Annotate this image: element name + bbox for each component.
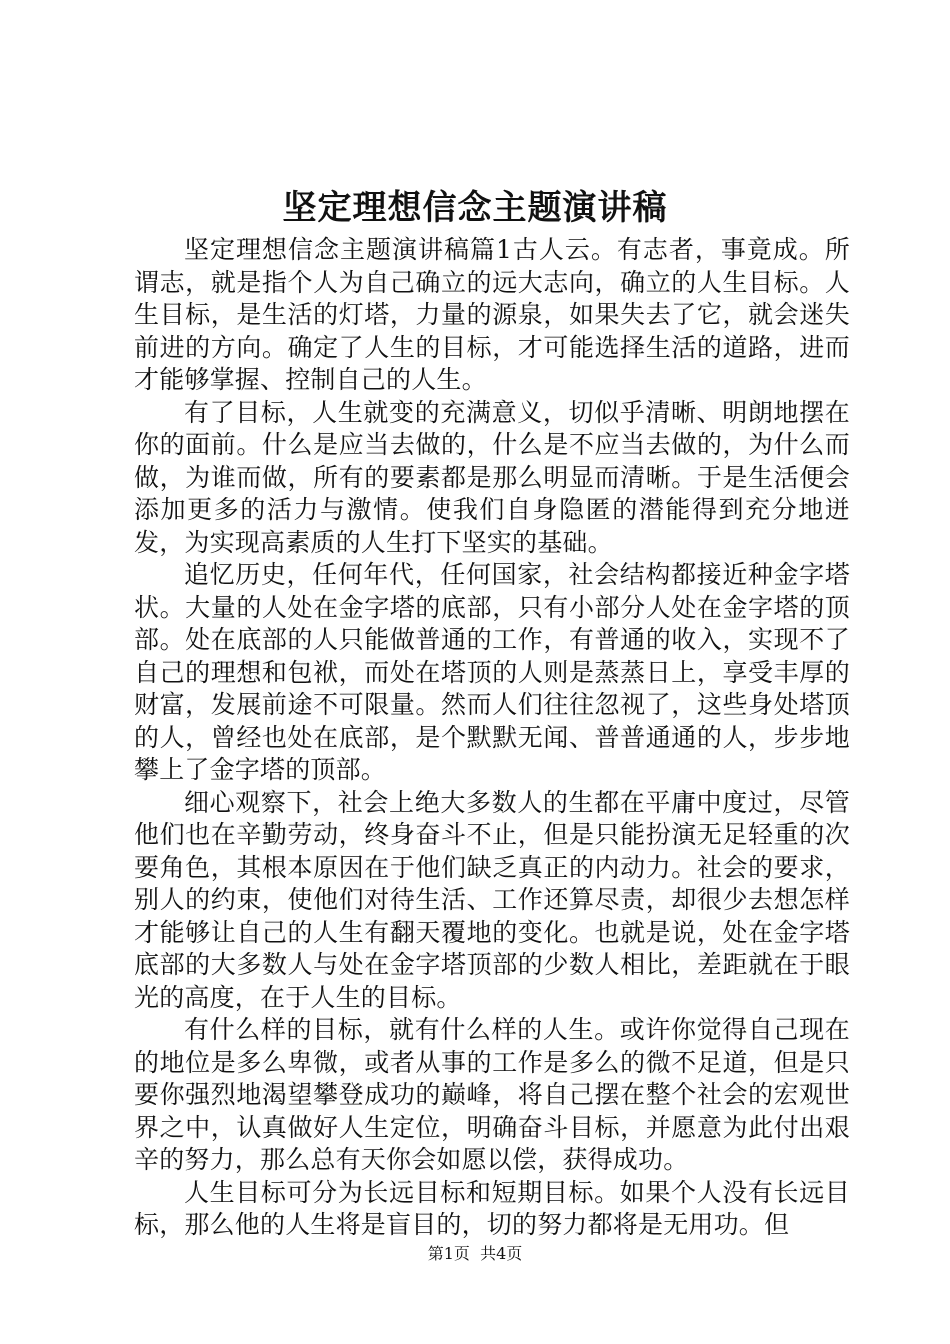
paragraph: 坚定理想信念主题演讲稿篇1古人云。有志者，事竟成。所谓志，就是指个人为自己确立的远大志向，确立的人生目标。人生目标，是生活的灯塔，力量的源泉，如果失去了它，就会迷失前进的方向。确定了人生的目标，才可能选择生活的道路，进而才能够掌握、控制自己的人生。 bbox=[134, 235, 850, 394]
page-footer bbox=[0, 1244, 950, 1264]
page-total: 共4页 bbox=[480, 1244, 523, 1263]
document-title: 坚定理想信念主题演讲稿 bbox=[282, 188, 668, 228]
page-number: 第1页 bbox=[427, 1244, 470, 1263]
paragraph: 有了目标，人生就变的充满意义，切似乎清晰、明朗地摆在你的面前。什么是应当去做的，什么是不应当去做的，为什么而做，为谁而做，所有的要素都是那么明显而清晰。于是生活便会添加更多的活力与激情。使我们自身隐匿的潜能得到充分地迸发，为实现高素质的人生打下坚实的基础。 bbox=[134, 397, 850, 557]
paragraph: 有什么样的目标，就有什么样的人生。或许你觉得自己现在的地位是多么卑微，或者从事的工作是多么的微不足道，但是只要你强烈地渴望攀登成功的巅峰，将自己摆在整个社会的宏观世界之中，认真做好人生定位，明确奋斗目标，并愿意为此付出艰辛的努力，那么总有天你会如愿以偿，获得成功。 bbox=[134, 1015, 850, 1174]
paragraph: 人生目标可分为长远目标和短期目标。如果个人没有长远目标，那么他的人生将是盲目的，切的努力都将是无用功。但 bbox=[134, 1177, 850, 1239]
document-body bbox=[134, 234, 850, 1242]
paragraph: 追忆历史，任何年代，任何国家，社会结构都接近种金字塔状。大量的人处在金字塔的底部，只有小部分人处在金字塔的顶部。处在底部的人只能做普通的工作，有普通的收入，实现不了自己的理想和包袱，而处在塔顶的人则是蒸蒸日上，享受丰厚的财富，发展前途不可限量。然而人们往往忽视了，这些身处塔顶的人，曾经也处在底部，是个默默无闻、普普通通的人，步步地攀上了金字塔的顶部。 bbox=[134, 560, 850, 784]
footer-gap bbox=[470, 1244, 480, 1263]
paragraph: 细心观察下，社会上绝大多数人的生都在平庸中度过，尽管他们也在辛勤劳动，终身奋斗不止，但是只能扮演无足轻重的次要角色，其根本原因在于他们缺乏真正的内动力。社会的要求，别人的约束，使他们对待生活、工作还算尽责，却很少去想怎样才能够让自己的人生有翻天覆地的变化。也就是说，处在金字塔底部的大多数人与处在金字塔顶部的少数人相比，差距就在于眼光的高度，在于人生的目标。 bbox=[134, 787, 850, 1012]
